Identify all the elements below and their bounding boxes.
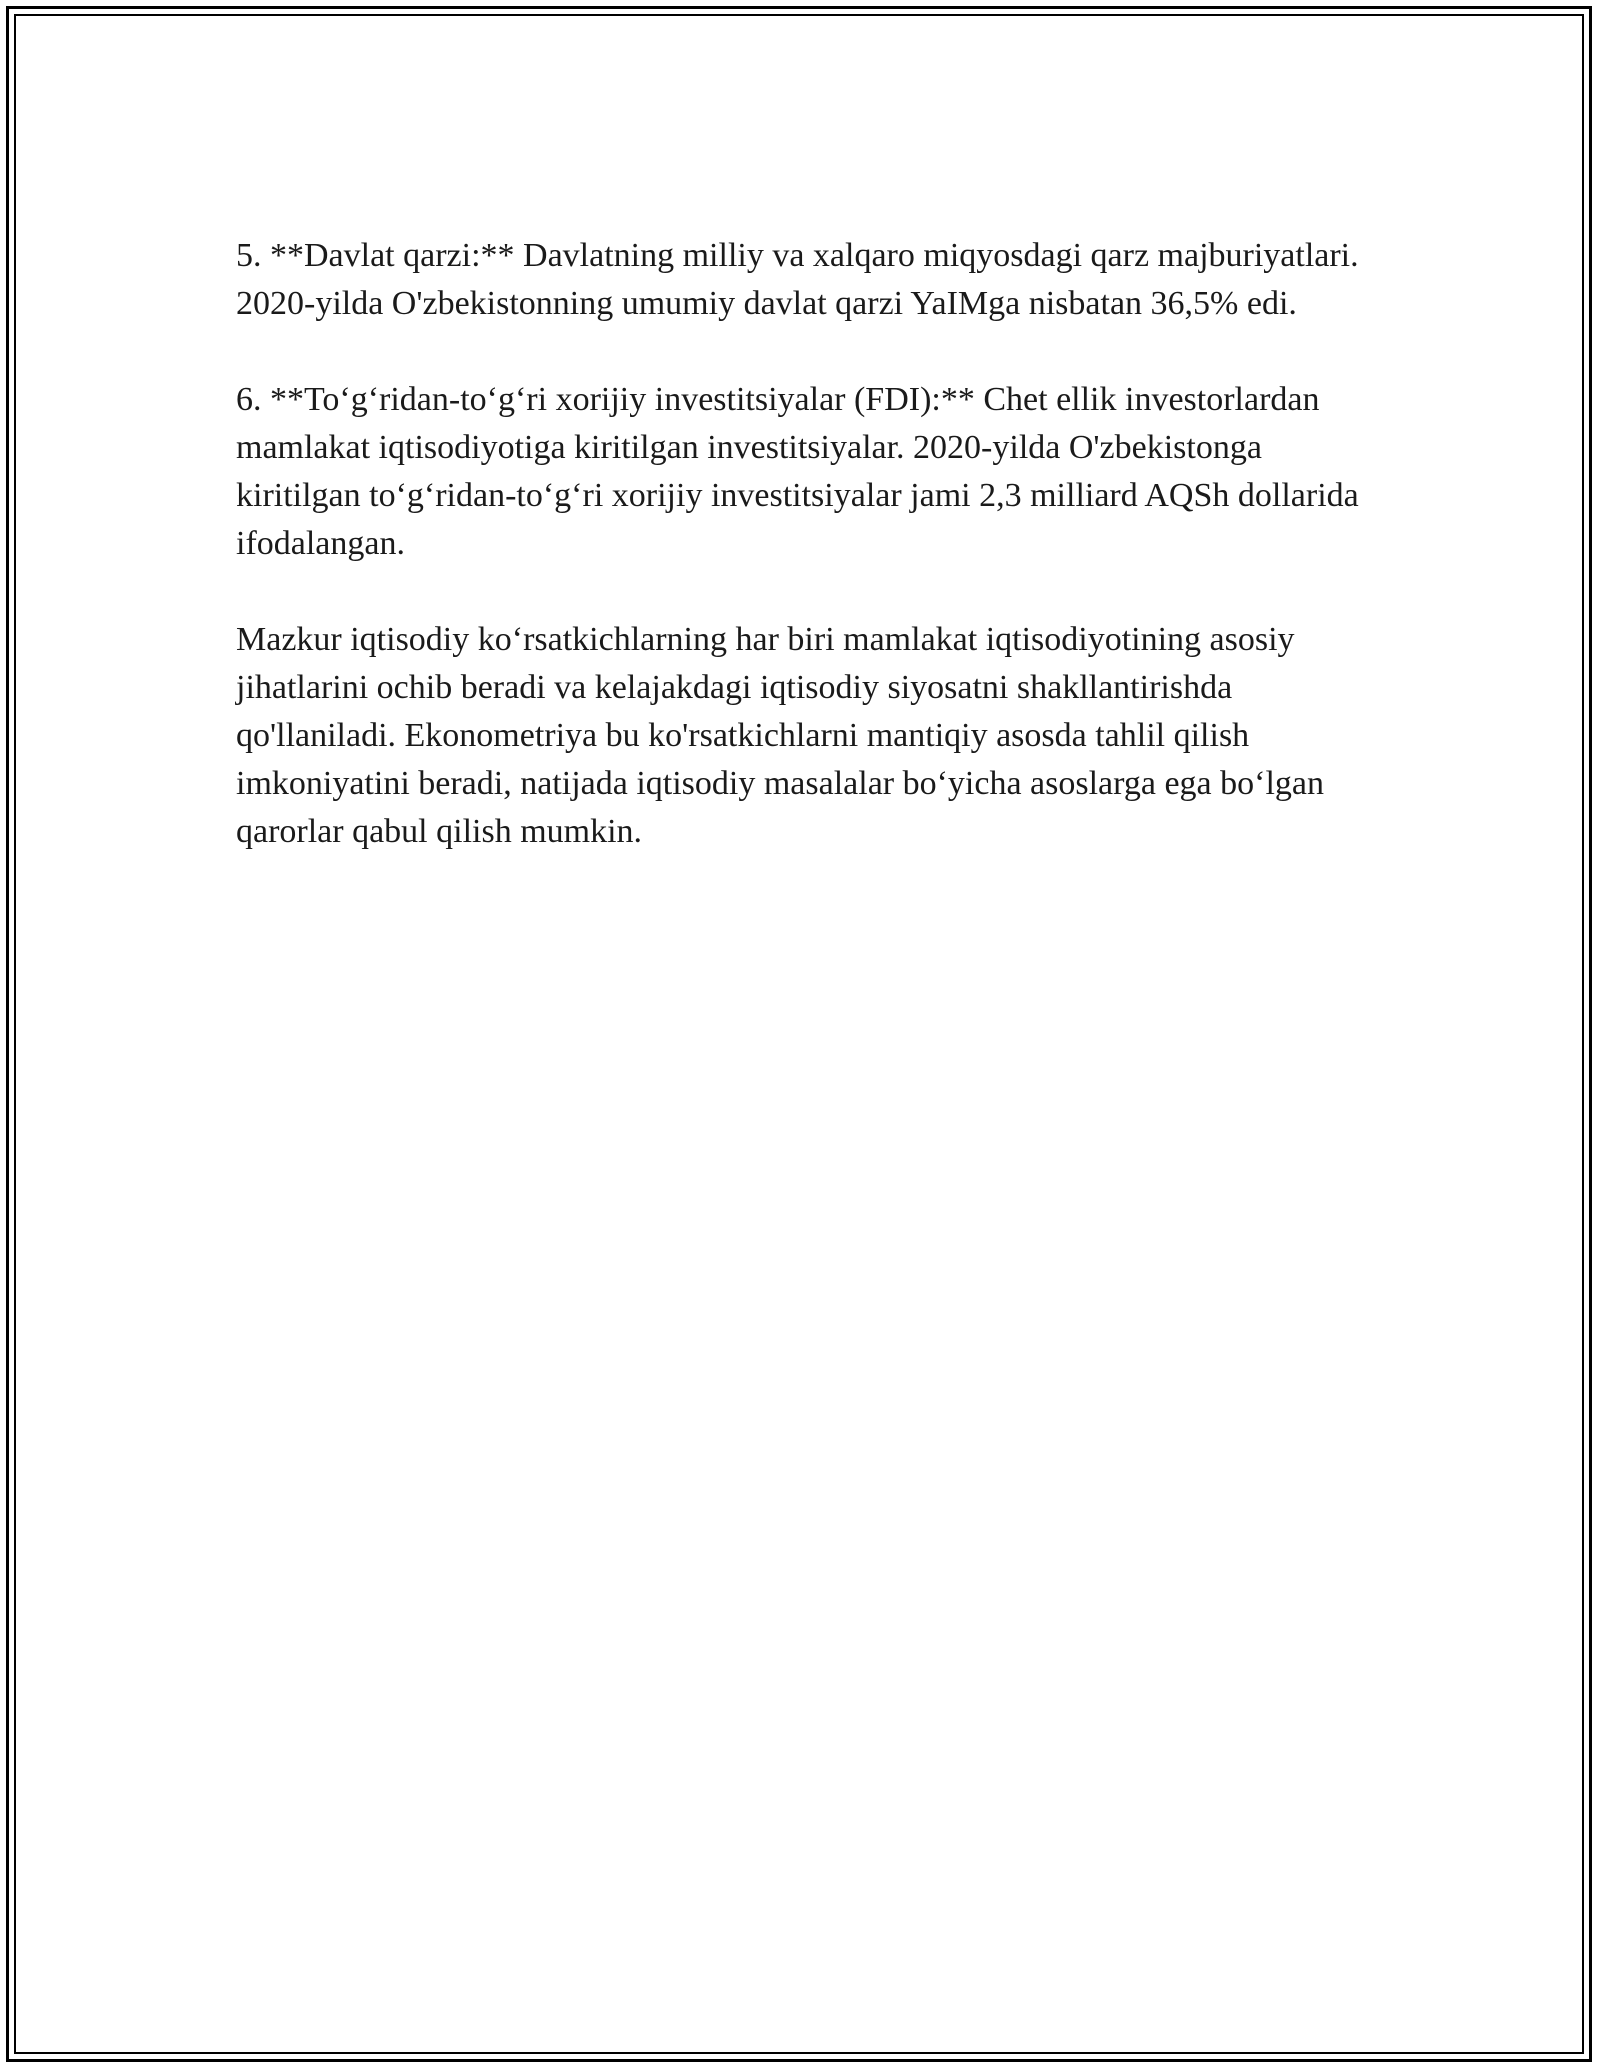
document-body [236,232,1386,904]
paragraph-conclusion: Mazkur iqtisodiy ko‘rsatkichlarning har biri mamlakat iqtisodiyotining asosiy jihatlarini ochib beradi va kelajakdagi iqtisodiy siyosatni shakllantirishda qo'llaniladi. Ekonometriya bu ko'rsatkichlarni mantiqiy asosda tahlil qilish imkoniyatini beradi, natijada iqtisodiy masalalar bo‘yicha asoslarga ega bo‘lgan qarorlar qabul qilish mumkin. [236,621,1324,850]
paragraph-foreign-direct-investment: 6. **To‘g‘ridan-to‘g‘ri xorijiy investitsiyalar (FDI):** Chet ellik investorlardan mamlakat iqtisodiyotiga kiritilgan investitsiyalar. 2020-yilda O'zbekistonga kiritilgan to‘g‘ridan-to‘g‘ri xorijiy investitsiyalar jami 2,3 milliard AQSh dollarida ifodalangan. [236,381,1359,562]
paragraph-government-debt: 5. **Davlat qarzi:** Davlatning milliy va xalqaro miqyosdagi qarz majburiyatlari. 2020-yilda O'zbekistonning umumiy davlat qarzi YaIMga nisbatan 36,5% edi. [236,237,1359,322]
